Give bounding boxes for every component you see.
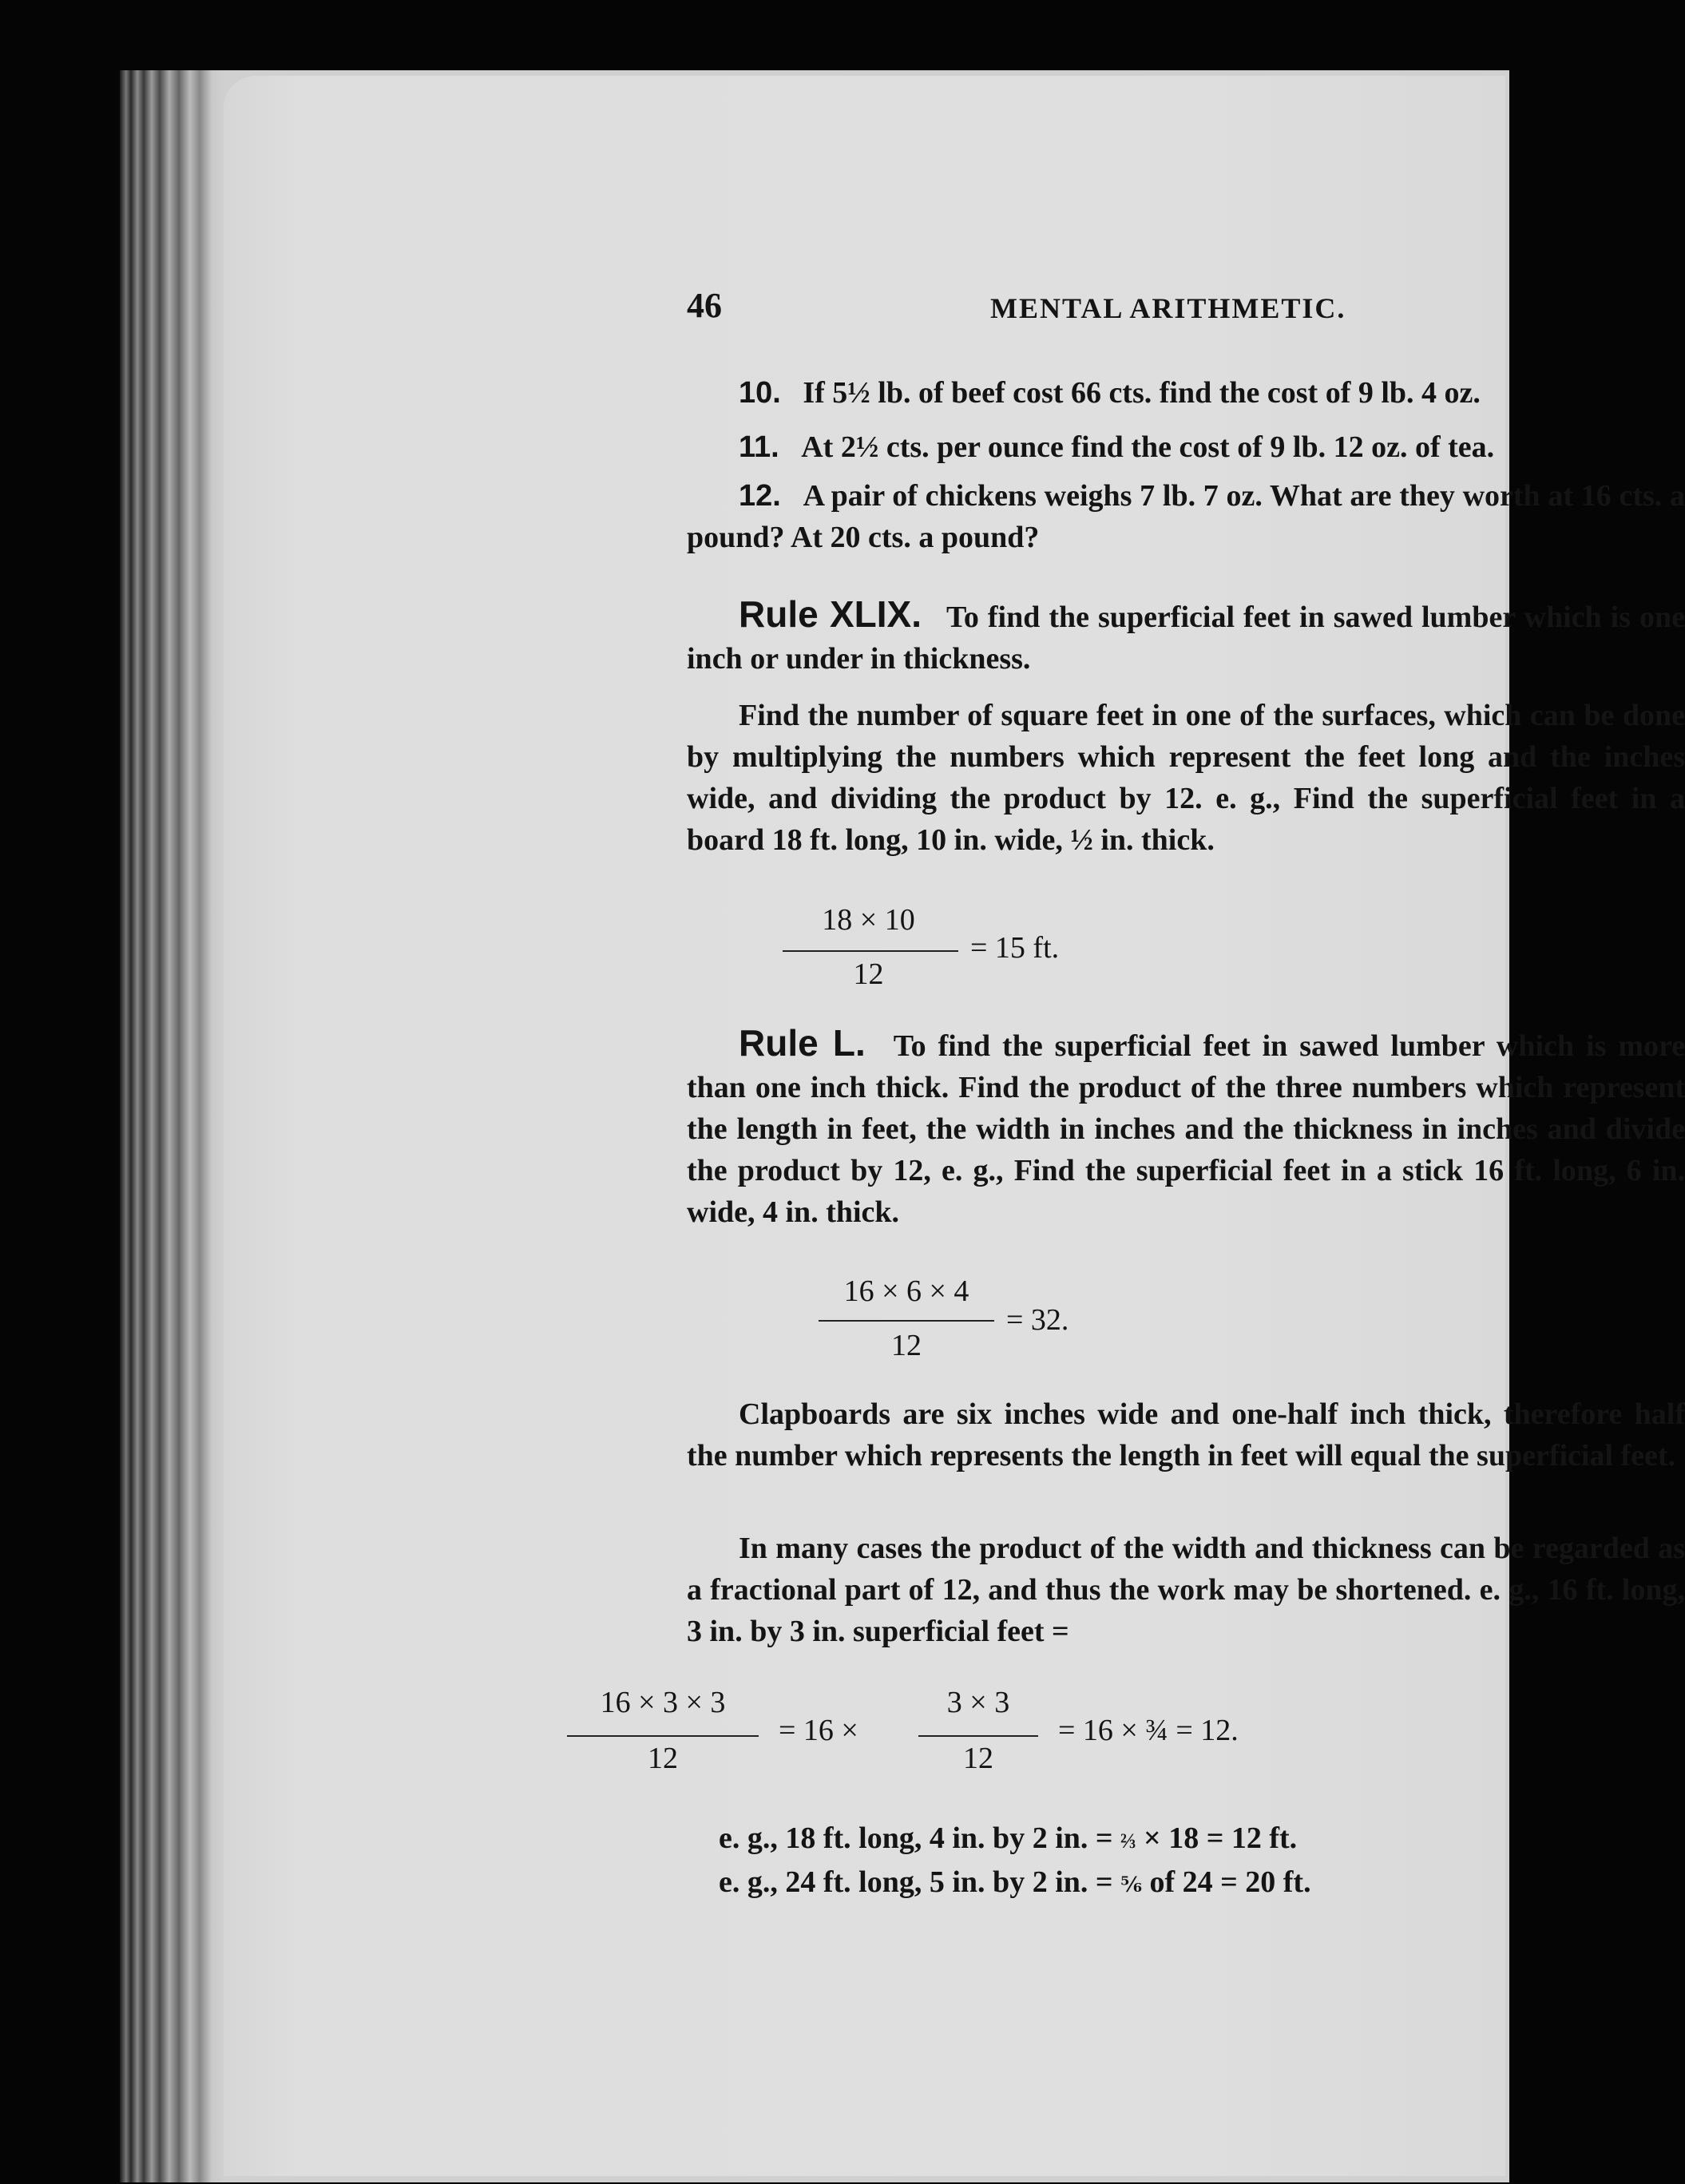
problem-11: 11. At 2½ cts. per ounce find the cost of 9 lb. 12 oz. of tea. [739,430,1495,464]
formula-3-middle-2: = 16 × ¾ = 12. [1058,1714,1239,1747]
formula-1-numerator: 18 × 10 [822,903,915,937]
book-page [224,76,1685,2176]
rule-l-title: Rule L. [739,1022,866,1064]
formula-2-result: = 32. [1006,1303,1069,1337]
running-head: MENTAL ARITHMETIC. [990,292,1346,324]
rule-xlix: Rule XLIX. To find the superficial feet in sawed lumber which is one inch or under in thickness. [687,593,1685,676]
formula-1-bar [783,950,958,952]
clapboards-paragraph: Clapboards are six inches wide and one-half inch thick, therefore half the number which represents the length in feet will equal the superficial feet. [687,1397,1685,1473]
formula-3-bar-1 [567,1735,759,1737]
rule-xlix-title: Rule XLIX. [739,593,922,635]
formula-3-denominator-1: 12 [648,1742,678,1775]
formula-2-numerator: 16 × 6 × 4 [843,1274,969,1308]
formula-2-bar [819,1320,994,1322]
formula-1-result: = 15 ft. [970,931,1060,965]
rule-l: Rule L. To find the superficial feet in sawed lumber which is more than one inch thick. Find the product of the three numbers which represent the length in feet, the width in inches and the thickness in inches and divide the product by 12, e. g., Find the superficial feet in a stick 16 ft. long, 6 in. wide, 4 in. thick. [687,1022,1685,1229]
formula-1-denominator: 12 [853,957,884,991]
example-1: e. g., 18 ft. long, 4 in. by 2 in. = ⅔ × 18 = 12 ft. [719,1821,1298,1855]
formula-3-middle-1: = 16 × [779,1714,858,1747]
formula-3-numerator-1: 16 × 3 × 3 [600,1686,726,1719]
formula-3-denominator-2: 12 [963,1742,993,1775]
problem-10: 10. If 5½ lb. of beef cost 66 cts. find the cost of 9 lb. 4 oz. [739,376,1481,410]
formula-2-denominator: 12 [891,1329,922,1362]
many-cases-paragraph: In many cases the product of the width and thickness can be regarded as a fractional part of 12, and thus the work may be shortened. e. g., 16 ft. long, 3 in. by 3 in. superficial feet = [687,1532,1685,1648]
formula-3-bar-2 [918,1735,1038,1737]
problem-12: 12. A pair of chickens weighs 7 lb. 7 oz. What are they worth at 16 cts. a pound? At 20 cts. a pound? [687,479,1685,554]
formula-3-numerator-2: 3 × 3 [946,1686,1010,1719]
rule-xlix-body: Find the number of square feet in one of the surfaces, which can be done by multiplying the numbers which represent the feet long and the inches wide, and dividing the product by 12. e. g., Find the superficial feet in a board 18 ft. long, 10 in. wide, ½ in. thick. [687,699,1685,857]
page-number: 46 [687,286,722,325]
example-2: e. g., 24 ft. long, 5 in. by 2 in. = ⅚ of 24 = 20 ft. [719,1865,1311,1899]
